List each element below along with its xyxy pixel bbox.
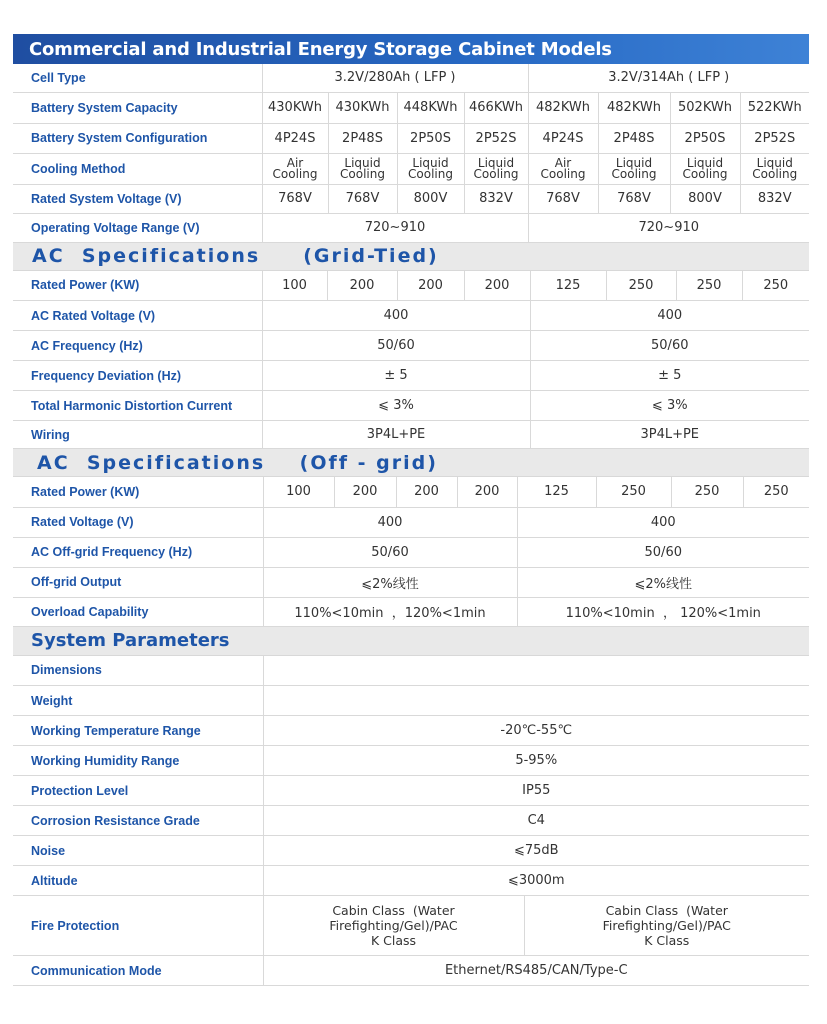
cell-value: ⩽2%线性	[263, 567, 517, 597]
ac-offgrid-table	[13, 477, 809, 627]
cell-value: 768V	[598, 184, 670, 213]
cell-value: 430KWh	[262, 92, 328, 123]
row-label: Noise	[13, 836, 263, 866]
cell-value: ⩽2%线性	[517, 567, 809, 597]
sheet-header	[13, 34, 809, 64]
cell-value: 768V	[528, 184, 598, 213]
section-title: AC Specifications (Grid-Tied)	[32, 245, 439, 267]
cell-value: 400	[530, 301, 809, 331]
table-row	[13, 567, 809, 597]
cell-value: 5-95%	[263, 746, 809, 776]
table-row	[13, 184, 809, 213]
sheet-title: Commercial and Industrial Energy Storage Cabinet Models	[29, 38, 612, 60]
cell-value: 400	[517, 507, 809, 537]
section-title: AC Specifications (Off - grid)	[37, 451, 438, 474]
cell-value: 200	[397, 271, 464, 301]
cell-value: 2P50S	[397, 123, 464, 153]
row-label: Rated System Voltage (V)	[13, 184, 262, 213]
cell-value: IP55	[263, 776, 809, 806]
cell-value: ± 5	[262, 361, 530, 391]
cell-value: 2P48S	[598, 123, 670, 153]
cell-value: 800V	[397, 184, 464, 213]
table-row	[13, 301, 809, 331]
table-row	[13, 64, 809, 92]
table-row	[13, 866, 809, 896]
cooling-cell: Air Cooling	[262, 153, 328, 184]
table-row	[13, 123, 809, 153]
cell-value: 3P4L+PE	[262, 421, 530, 449]
table-row	[13, 477, 809, 507]
cell-value: 200	[327, 271, 397, 301]
cell-value: 448KWh	[397, 92, 464, 123]
cell-value: 466KWh	[464, 92, 528, 123]
cell-value: 832V	[740, 184, 809, 213]
row-label: AC Rated Voltage (V)	[13, 301, 262, 331]
cooling-cell: Liquid Cooling	[328, 153, 397, 184]
cell-value: 720~910	[262, 213, 528, 242]
row-label: Overload Capability	[13, 597, 263, 626]
row-label: AC Frequency (Hz)	[13, 331, 262, 361]
table-row	[13, 271, 809, 301]
cell-value: 430KWh	[328, 92, 397, 123]
cell-value: 482KWh	[528, 92, 598, 123]
cell-value: 720~910	[528, 213, 809, 242]
table-row	[13, 806, 809, 836]
cell-value: ⩽3000m	[263, 866, 809, 896]
row-label: Wiring	[13, 421, 262, 449]
cooling-cell: Liquid Cooling	[598, 153, 670, 184]
cell-value: 110%<10min ， 120%<1min	[517, 597, 809, 626]
cell-value: 110%<10min ，120%<1min	[263, 597, 517, 626]
cell-value: ⩽ 3%	[530, 391, 809, 421]
row-label: Fire Protection	[13, 896, 263, 956]
cell-value: ± 5	[530, 361, 809, 391]
cooling-cell: Liquid Cooling	[740, 153, 809, 184]
row-label: Cooling Method	[13, 153, 262, 184]
table-row	[13, 537, 809, 567]
cell-value: 4P24S	[528, 123, 598, 153]
table-row	[13, 896, 809, 956]
row-label: Battery System Configuration	[13, 123, 262, 153]
cell-value	[263, 656, 809, 686]
row-label: Total Harmonic Distortion Current	[13, 391, 262, 421]
spec-sheet	[13, 34, 809, 986]
table-row	[13, 836, 809, 866]
cell-value: 502KWh	[670, 92, 740, 123]
cell-value: 4P24S	[262, 123, 328, 153]
cell-value: 200	[464, 271, 530, 301]
table-row	[13, 716, 809, 746]
table-row	[13, 507, 809, 537]
row-label: Rated Power (KW)	[13, 477, 263, 507]
section-header-system	[13, 627, 809, 656]
cell-value: C4	[263, 806, 809, 836]
section-header-ac-offgrid	[13, 449, 809, 477]
table-row	[13, 746, 809, 776]
cell-value: ⩽ 3%	[262, 391, 530, 421]
table-row	[13, 686, 809, 716]
ac-grid-table	[13, 271, 809, 450]
cell-value: 2P52S	[464, 123, 528, 153]
system-table	[13, 656, 809, 987]
cell-value: Cabin Class (Water Firefighting/Gel)/PAC K Class	[263, 896, 524, 956]
cell-value: 200	[457, 477, 517, 507]
row-label: Corrosion Resistance Grade	[13, 806, 263, 836]
cell-value: 522KWh	[740, 92, 809, 123]
table-row	[13, 776, 809, 806]
cell-value: 3P4L+PE	[530, 421, 809, 449]
cell-value: 200	[334, 477, 396, 507]
cell-value: 3.2V/314Ah ( LFP )	[528, 64, 809, 92]
row-label: Operating Voltage Range (V)	[13, 213, 262, 242]
row-label: Frequency Deviation (Hz)	[13, 361, 262, 391]
cell-value: 3.2V/280Ah ( LFP )	[262, 64, 528, 92]
row-label: Cell Type	[13, 64, 262, 92]
row-label: Off-grid Output	[13, 567, 263, 597]
table-row	[13, 213, 809, 242]
cell-value: 400	[263, 507, 517, 537]
cooling-cell: Liquid Cooling	[670, 153, 740, 184]
table-row	[13, 361, 809, 391]
cell-value: 832V	[464, 184, 528, 213]
row-label: Rated Power (KW)	[13, 271, 262, 301]
cell-value: 50/60	[263, 537, 517, 567]
row-label: Protection Level	[13, 776, 263, 806]
row-label: Rated Voltage (V)	[13, 507, 263, 537]
table-row	[13, 391, 809, 421]
cell-value: 250	[676, 271, 742, 301]
cell-value: Ethernet/RS485/CAN/Type-C	[263, 956, 809, 986]
cell-value: 250	[596, 477, 671, 507]
section-title: System Parameters	[31, 630, 230, 651]
table-row	[13, 956, 809, 986]
row-label: Battery System Capacity	[13, 92, 262, 123]
row-label: Dimensions	[13, 656, 263, 686]
row-label: Altitude	[13, 866, 263, 896]
cell-value	[263, 686, 809, 716]
cell-value: 125	[530, 271, 606, 301]
cell-value: 250	[606, 271, 676, 301]
table-row	[13, 597, 809, 626]
row-label: Working Temperature Range	[13, 716, 263, 746]
table-row	[13, 92, 809, 123]
cell-value: Cabin Class (Water Firefighting/Gel)/PAC K Class	[524, 896, 809, 956]
row-label: Communication Mode	[13, 956, 263, 986]
cell-value: 768V	[328, 184, 397, 213]
cell-value: 100	[262, 271, 327, 301]
cell-value: 400	[262, 301, 530, 331]
row-label: Weight	[13, 686, 263, 716]
cell-value: 50/60	[517, 537, 809, 567]
cell-value: 482KWh	[598, 92, 670, 123]
cell-value: 200	[396, 477, 457, 507]
cell-value: 2P50S	[670, 123, 740, 153]
cell-value: 2P48S	[328, 123, 397, 153]
table-row	[13, 331, 809, 361]
cell-value: 250	[743, 477, 809, 507]
row-label: AC Off-grid Frequency (Hz)	[13, 537, 263, 567]
cell-value: 50/60	[262, 331, 530, 361]
cell-value: 800V	[670, 184, 740, 213]
cell-value: 125	[517, 477, 596, 507]
cell-value: 250	[671, 477, 743, 507]
cell-value: -20℃-55℃	[263, 716, 809, 746]
battery-table	[13, 64, 809, 243]
section-header-ac-grid	[13, 243, 809, 271]
cell-value: ⩽75dB	[263, 836, 809, 866]
cooling-cell: Liquid Cooling	[464, 153, 528, 184]
table-row	[13, 153, 809, 184]
cell-value: 768V	[262, 184, 328, 213]
table-row	[13, 421, 809, 449]
cooling-cell: Liquid Cooling	[397, 153, 464, 184]
cell-value: 2P52S	[740, 123, 809, 153]
cell-value: 250	[742, 271, 809, 301]
table-row	[13, 656, 809, 686]
row-label: Working Humidity Range	[13, 746, 263, 776]
cell-value: 100	[263, 477, 334, 507]
cell-value: 50/60	[530, 331, 809, 361]
cooling-cell: Air Cooling	[528, 153, 598, 184]
